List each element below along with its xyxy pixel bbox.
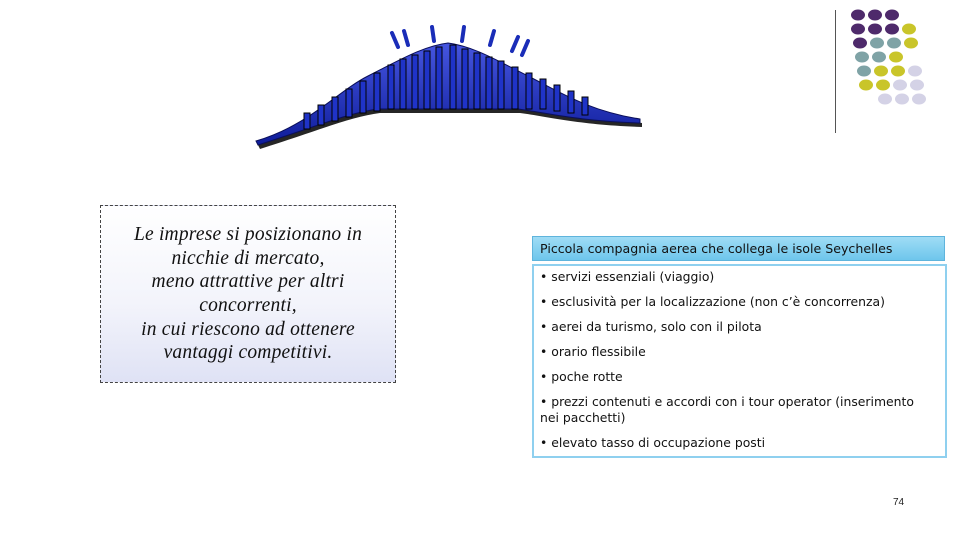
- list-item: • poche rotte: [540, 369, 623, 384]
- decorative-dot: [851, 10, 865, 21]
- decorative-dot: [910, 80, 924, 91]
- decorative-dot: [853, 38, 867, 49]
- decorative-dot: [893, 80, 907, 91]
- definition-line: Le imprese si posizionano in: [133, 224, 363, 246]
- decorative-dot: [851, 24, 865, 35]
- list-item: • elevato tasso di occupazione posti: [540, 435, 766, 450]
- decorative-dot: [904, 38, 918, 49]
- decorative-dot: [891, 66, 905, 77]
- page-number: 74: [893, 497, 905, 508]
- definition-line: concorrenti,: [199, 295, 297, 316]
- definition-textbox: [100, 205, 396, 383]
- decorative-dot: [887, 38, 901, 49]
- decorative-dot: [902, 24, 916, 35]
- title-wordart: [250, 25, 650, 155]
- list-item: • orario flessibile: [540, 344, 646, 359]
- definition-line: meno attrattive per altri: [151, 271, 345, 293]
- list-item: • prezzi contenuti e accordi con i tour operator (inserimento: [540, 394, 914, 409]
- decorative-dot-grid: [850, 8, 950, 118]
- decorative-dot: [859, 80, 873, 91]
- decorative-dot: [885, 24, 899, 35]
- list-item: • esclusività per la localizzazione (non c’è concorrenza): [540, 294, 885, 309]
- example-panel: [532, 236, 947, 458]
- decorative-dot: [876, 80, 890, 91]
- decorative-dot: [895, 94, 909, 105]
- list-item: • servizi essenziali (viaggio): [540, 269, 715, 284]
- definition-line: in cui riescono ad ottenere: [141, 318, 355, 340]
- example-panel-body: [532, 264, 947, 458]
- decorative-dot: [868, 10, 882, 21]
- decorative-dot: [872, 52, 886, 63]
- example-panel-header: Piccola compagnia aerea che collega le isole Seychelles: [532, 236, 945, 261]
- definition-line: nicchie di mercato,: [171, 247, 325, 269]
- decorative-dot: [855, 52, 869, 63]
- decorative-dot: [857, 66, 871, 77]
- divider-line: [835, 10, 836, 133]
- decorative-dot: [870, 38, 884, 49]
- list-item-continuation: nei pacchetti): [540, 410, 626, 425]
- decorative-dot: [912, 94, 926, 105]
- decorative-dot: [874, 66, 888, 77]
- list-item: • aerei da turismo, solo con il pilota: [540, 319, 762, 334]
- decorative-dot: [885, 10, 899, 21]
- decorative-dot: [889, 52, 903, 63]
- decorative-dot: [868, 24, 882, 35]
- definition-line: vantaggi competitivi.: [163, 342, 333, 364]
- decorative-dot: [908, 66, 922, 77]
- decorative-dot: [878, 94, 892, 105]
- definition-text: [134, 223, 362, 365]
